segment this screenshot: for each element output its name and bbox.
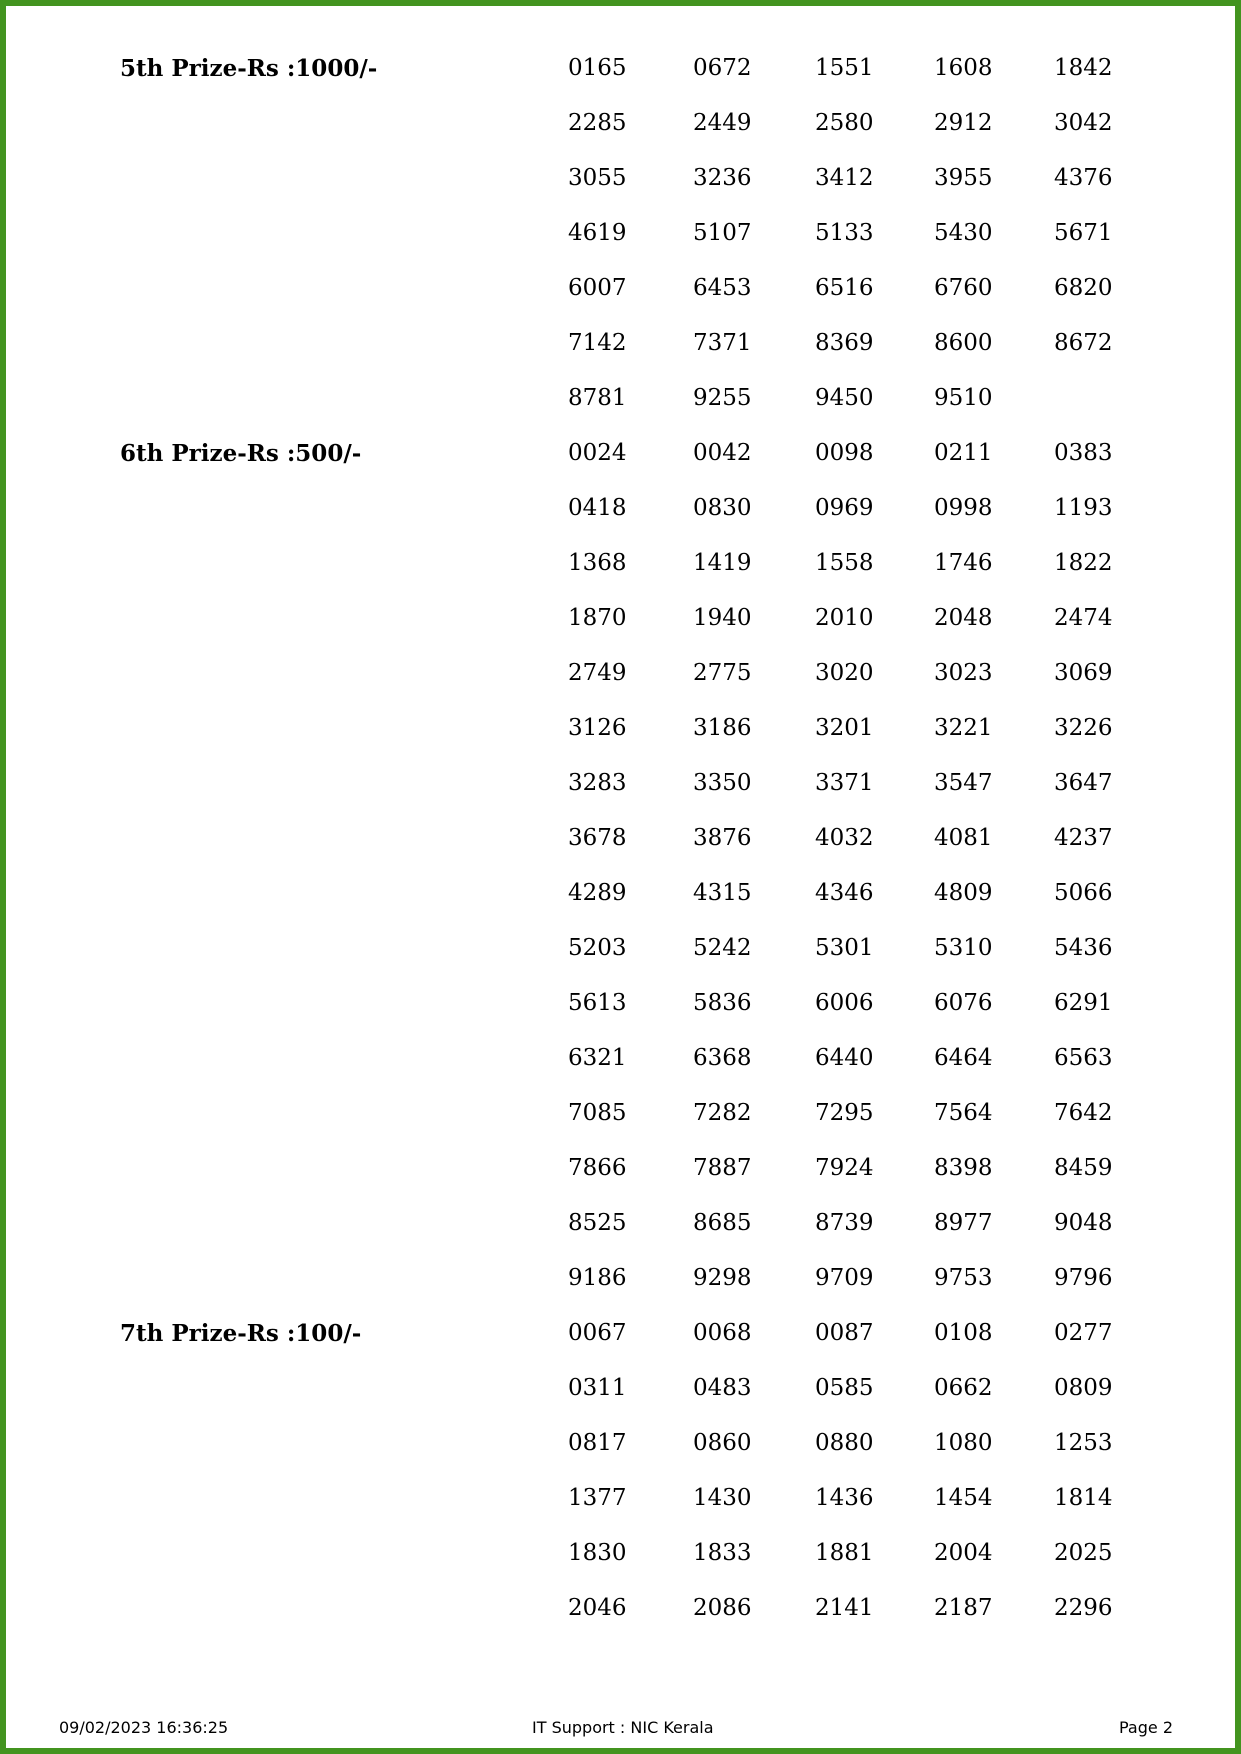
ticket-number: 5203 [568,935,627,961]
ticket-number: 0809 [1054,1375,1113,1401]
ticket-number: 8459 [1054,1155,1113,1181]
ticket-number: 5671 [1054,220,1113,246]
ticket-number: 9255 [693,385,752,411]
ticket-number: 8525 [568,1210,627,1236]
number-row [6,206,1235,261]
ticket-number: 0098 [815,440,874,466]
ticket-number: 8672 [1054,330,1113,356]
number-row [6,646,1235,701]
ticket-number: 0211 [934,440,993,466]
ticket-number: 1436 [815,1485,874,1511]
footer-support: IT Support : NIC Kerala [532,1718,714,1737]
ticket-number: 9186 [568,1265,627,1291]
ticket-number: 5836 [693,990,752,1016]
number-row [6,591,1235,646]
ticket-number: 6006 [815,990,874,1016]
ticket-number: 3023 [934,660,993,686]
ticket-number: 1430 [693,1485,752,1511]
ticket-number: 2046 [568,1595,627,1621]
ticket-number: 0311 [568,1375,627,1401]
number-row [6,811,1235,866]
ticket-number: 2912 [934,110,993,136]
ticket-number: 6076 [934,990,993,1016]
ticket-number: 7295 [815,1100,874,1126]
ticket-number: 2449 [693,110,752,136]
ticket-number: 2580 [815,110,874,136]
ticket-number: 3221 [934,715,993,741]
ticket-number: 6291 [1054,990,1113,1016]
ticket-number: 2048 [934,605,993,631]
ticket-number: 1253 [1054,1430,1113,1456]
ticket-number: 0067 [568,1320,627,1346]
ticket-number: 6516 [815,275,874,301]
ticket-number: 4289 [568,880,627,906]
ticket-number: 9709 [815,1265,874,1291]
number-row [6,426,1235,481]
ticket-number: 9450 [815,385,874,411]
ticket-number: 1830 [568,1540,627,1566]
ticket-number: 3186 [693,715,752,741]
number-row [6,701,1235,756]
ticket-number: 3055 [568,165,627,191]
ticket-number: 1842 [1054,55,1113,81]
ticket-number: 8977 [934,1210,993,1236]
ticket-number: 8369 [815,330,874,356]
ticket-number: 3678 [568,825,627,851]
ticket-number: 4315 [693,880,752,906]
ticket-number: 7924 [815,1155,874,1181]
ticket-number: 5133 [815,220,874,246]
ticket-number: 5436 [1054,935,1113,961]
prize-title: 5th Prize-Rs :1000/- [120,55,378,82]
ticket-number: 3547 [934,770,993,796]
ticket-number: 7866 [568,1155,627,1181]
ticket-number: 9510 [934,385,993,411]
ticket-number: 7142 [568,330,627,356]
page-footer [6,1716,1235,1740]
ticket-number: 5430 [934,220,993,246]
ticket-number: 3201 [815,715,874,741]
ticket-number: 1881 [815,1540,874,1566]
ticket-number: 8600 [934,330,993,356]
ticket-number: 1822 [1054,550,1113,576]
ticket-number: 0042 [693,440,752,466]
number-row [6,41,1235,96]
number-row [6,1141,1235,1196]
ticket-number: 5310 [934,935,993,961]
ticket-number: 0087 [815,1320,874,1346]
ticket-number: 4081 [934,825,993,851]
ticket-number: 5242 [693,935,752,961]
ticket-number: 6368 [693,1045,752,1071]
ticket-number: 1833 [693,1540,752,1566]
ticket-number: 6007 [568,275,627,301]
prize-title: 7th Prize-Rs :100/- [120,1320,362,1347]
ticket-number: 7642 [1054,1100,1113,1126]
ticket-number: 4809 [934,880,993,906]
ticket-number: 1940 [693,605,752,631]
number-row [6,866,1235,921]
ticket-number: 3126 [568,715,627,741]
ticket-number: 3069 [1054,660,1113,686]
ticket-number: 6453 [693,275,752,301]
number-row [6,756,1235,811]
ticket-number: 0483 [693,1375,752,1401]
number-row [6,1416,1235,1471]
ticket-number: 7564 [934,1100,993,1126]
ticket-number: 2285 [568,110,627,136]
ticket-number: 5107 [693,220,752,246]
ticket-number: 2010 [815,605,874,631]
ticket-number: 8739 [815,1210,874,1236]
ticket-number: 1608 [934,55,993,81]
ticket-number: 0108 [934,1320,993,1346]
ticket-number: 1551 [815,55,874,81]
prize-sections [6,41,1235,1636]
ticket-number: 4346 [815,880,874,906]
number-row [6,1581,1235,1636]
footer-timestamp: 09/02/2023 16:36:25 [59,1718,229,1737]
ticket-number: 1377 [568,1485,627,1511]
ticket-number: 0672 [693,55,752,81]
number-row [6,1251,1235,1306]
ticket-number: 2775 [693,660,752,686]
number-row [6,1471,1235,1526]
ticket-number: 2187 [934,1595,993,1621]
ticket-number: 2474 [1054,605,1113,631]
ticket-number: 4032 [815,825,874,851]
number-row [6,261,1235,316]
ticket-number: 2296 [1054,1595,1113,1621]
ticket-number: 7085 [568,1100,627,1126]
ticket-number: 1746 [934,550,993,576]
prize-title: 6th Prize-Rs :500/- [120,440,362,467]
ticket-number: 3042 [1054,110,1113,136]
ticket-number: 3226 [1054,715,1113,741]
number-row [6,96,1235,151]
ticket-number: 6440 [815,1045,874,1071]
ticket-number: 6464 [934,1045,993,1071]
number-row [6,921,1235,976]
ticket-number: 0662 [934,1375,993,1401]
number-row [6,976,1235,1031]
ticket-number: 2141 [815,1595,874,1621]
number-row [6,371,1235,426]
ticket-number: 0585 [815,1375,874,1401]
ticket-number: 5613 [568,990,627,1016]
number-row [6,151,1235,206]
ticket-number: 0418 [568,495,627,521]
ticket-number: 3283 [568,770,627,796]
number-row [6,1526,1235,1581]
ticket-number: 0068 [693,1320,752,1346]
ticket-number: 7371 [693,330,752,356]
ticket-number: 8781 [568,385,627,411]
ticket-number: 8685 [693,1210,752,1236]
number-row [6,1361,1235,1416]
ticket-number: 0024 [568,440,627,466]
footer-page-number: Page 2 [1119,1718,1173,1737]
number-row [6,316,1235,371]
number-row [6,1031,1235,1086]
ticket-number: 0969 [815,495,874,521]
prize-section [6,1306,1235,1636]
ticket-number: 9753 [934,1265,993,1291]
ticket-number: 0165 [568,55,627,81]
ticket-number: 6760 [934,275,993,301]
ticket-number: 3876 [693,825,752,851]
ticket-number: 6321 [568,1045,627,1071]
prize-section [6,41,1235,426]
ticket-number: 5301 [815,935,874,961]
ticket-number: 3647 [1054,770,1113,796]
ticket-number: 1454 [934,1485,993,1511]
ticket-number: 4376 [1054,165,1113,191]
ticket-number: 6563 [1054,1045,1113,1071]
ticket-number: 3412 [815,165,874,191]
ticket-number: 2025 [1054,1540,1113,1566]
number-row [6,481,1235,536]
ticket-number: 1558 [815,550,874,576]
ticket-number: 1870 [568,605,627,631]
ticket-number: 0830 [693,495,752,521]
ticket-number: 4237 [1054,825,1113,851]
ticket-number: 7282 [693,1100,752,1126]
ticket-number: 3371 [815,770,874,796]
ticket-number: 0817 [568,1430,627,1456]
ticket-number: 5066 [1054,880,1113,906]
ticket-number: 0860 [693,1430,752,1456]
ticket-number: 0277 [1054,1320,1113,1346]
ticket-number: 1080 [934,1430,993,1456]
ticket-number: 9048 [1054,1210,1113,1236]
ticket-number: 1368 [568,550,627,576]
prize-section [6,426,1235,1306]
ticket-number: 0383 [1054,440,1113,466]
ticket-number: 2749 [568,660,627,686]
ticket-number: 6820 [1054,275,1113,301]
ticket-number: 3236 [693,165,752,191]
ticket-number: 0998 [934,495,993,521]
ticket-number: 1814 [1054,1485,1113,1511]
ticket-number: 1193 [1054,495,1113,521]
ticket-number: 2086 [693,1595,752,1621]
ticket-number: 0880 [815,1430,874,1456]
number-row [6,536,1235,591]
number-row [6,1306,1235,1361]
ticket-number: 8398 [934,1155,993,1181]
ticket-number: 3020 [815,660,874,686]
ticket-number: 7887 [693,1155,752,1181]
ticket-number: 3350 [693,770,752,796]
ticket-number: 1419 [693,550,752,576]
ticket-number: 9796 [1054,1265,1113,1291]
number-row [6,1086,1235,1141]
ticket-number: 4619 [568,220,627,246]
ticket-number: 2004 [934,1540,993,1566]
ticket-number: 9298 [693,1265,752,1291]
ticket-number: 3955 [934,165,993,191]
number-row [6,1196,1235,1251]
